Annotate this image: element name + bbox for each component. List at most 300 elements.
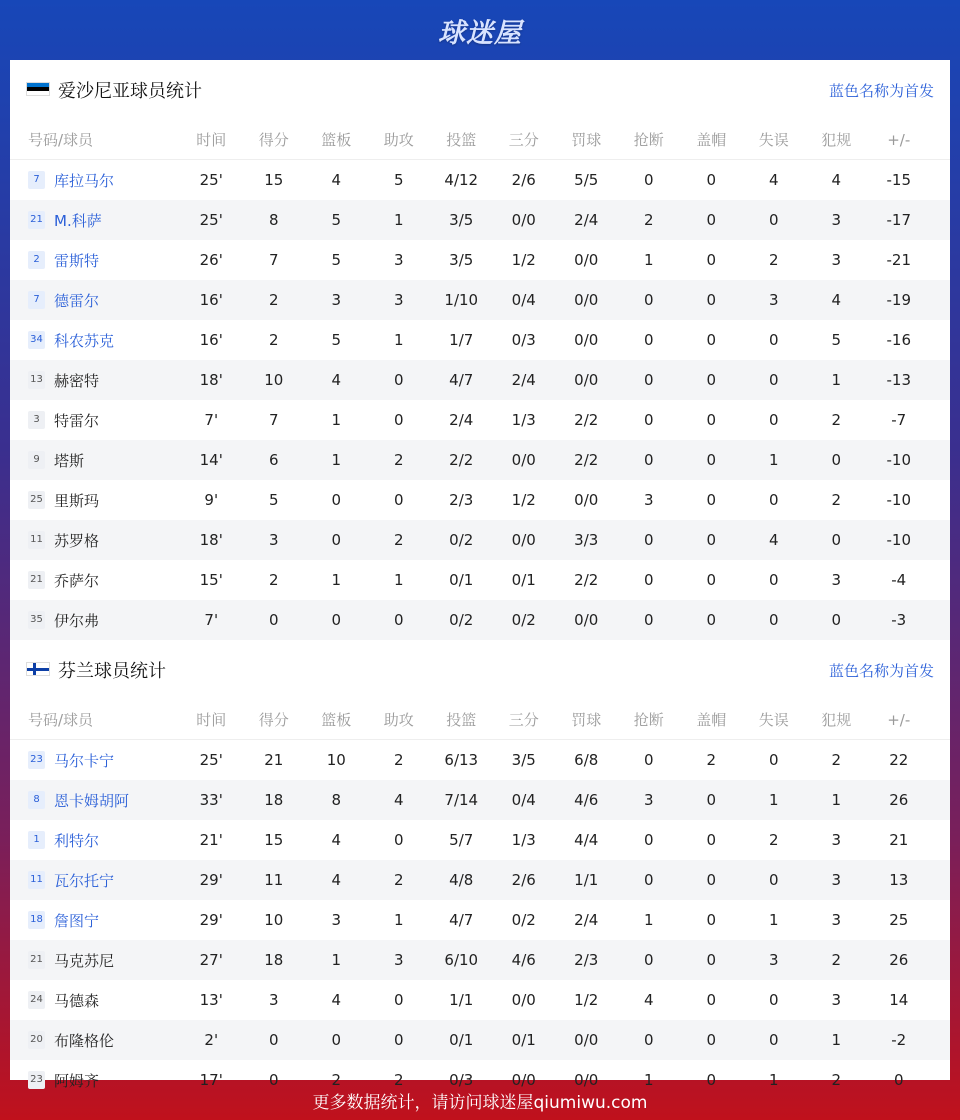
stat-cell: 1 [393,911,404,929]
stat-cell: 0 [768,871,779,889]
stat-cell: 0 [643,1031,654,1049]
player-row[interactable] [10,200,950,240]
stat-cell: 0/2 [449,611,474,629]
stat-cell: 2 [768,251,779,269]
stat-cell: 3 [831,831,842,849]
jersey-number-badge: 21 [28,951,45,969]
stat-cell: -10 [886,531,911,549]
stat-cell: 4 [393,791,404,809]
player-cell [10,250,180,271]
column-header: 盖帽 [696,711,727,729]
player-name[interactable]: 詹图宁 [54,911,100,930]
stat-cell: 0 [706,491,717,509]
stat-cell: 10 [264,371,284,389]
jersey-number-badge: 3 [28,411,45,429]
jersey-number-badge: 35 [28,611,45,629]
stat-cell: 2/2 [574,451,599,469]
stat-cell: 0 [706,531,717,549]
stat-cell: 2 [331,1071,342,1089]
stat-cell: 4 [831,171,842,189]
stat-cell: 33' [199,791,223,809]
jersey-number-badge: 9 [28,451,45,469]
stat-cell: 26' [199,251,223,269]
stat-cell: 0 [331,1031,342,1049]
stat-cell: 0 [706,171,717,189]
stat-cell: 0 [706,791,717,809]
player-cell [10,210,180,231]
team-section-0 [10,60,950,640]
stat-cell: 0 [393,1031,404,1049]
stat-cell: 0/0 [574,1031,599,1049]
player-name[interactable]: 库拉马尔 [54,171,115,190]
stat-cell: 0 [643,951,654,969]
player-name[interactable]: 利特尔 [54,831,100,850]
stat-cell: 1 [331,951,342,969]
player-name[interactable]: 塔斯 [54,451,85,470]
stat-cell: 1 [768,911,779,929]
stat-cell: 1 [393,571,404,589]
player-row[interactable] [10,600,950,640]
player-row[interactable] [10,320,950,360]
stat-cell: 1 [393,211,404,229]
stat-cell: 5/5 [574,171,599,189]
site-logo[interactable]: 球迷屋 [438,17,522,49]
stat-cell: 26 [889,791,909,809]
stat-cell: 0 [831,451,842,469]
stat-cell: -7 [891,411,907,429]
player-row[interactable] [10,860,950,900]
stat-cell: 18' [199,371,223,389]
stat-cell: 2 [268,571,279,589]
stat-cell: 1/2 [511,251,536,269]
stat-cell: 0 [706,251,717,269]
stat-cell: 0 [706,571,717,589]
stat-cell: 0 [393,831,404,849]
stat-cell: 0 [393,411,404,429]
stat-cell: 3 [768,291,779,309]
stat-cell: 0/0 [574,371,599,389]
player-cell [10,950,180,971]
stat-cell: 1 [643,911,654,929]
stat-cell: 0 [768,571,779,589]
stat-cell: 21 [264,751,284,769]
stat-cell: 0 [706,211,717,229]
stat-cell: 13' [199,991,223,1009]
jersey-number-badge: 7 [28,291,45,309]
footer-banner [0,1080,960,1120]
stat-cell: 0 [768,1031,779,1049]
player-name[interactable]: 特雷尔 [54,411,100,430]
player-name[interactable]: 科农苏克 [54,331,115,350]
player-row[interactable] [10,820,950,860]
column-header: 犯规 [821,131,852,149]
starter-legend: 蓝色名称为首发 [828,81,934,100]
stat-cell: 0/2 [449,531,474,549]
column-header: 犯规 [821,711,852,729]
stat-cell: 2 [831,491,842,509]
stat-cell: -13 [886,371,911,389]
team-section-1 [10,640,950,1100]
section-title-group [26,657,166,683]
jersey-number-badge: 21 [28,211,45,229]
player-cell [10,790,180,811]
stat-cell: 2/2 [449,451,474,469]
column-header: 篮板 [321,711,352,729]
column-header: 失误 [758,131,789,149]
stat-cell: 0 [643,331,654,349]
stat-cell: 6/8 [574,751,599,769]
player-cell [10,530,180,551]
stat-cell: 8 [268,211,279,229]
column-header: 篮板 [321,131,352,149]
stat-cell: 4/7 [449,911,474,929]
stat-cell: 16' [199,291,223,309]
stat-cell: 3 [393,291,404,309]
stat-cell: -17 [886,211,911,229]
stat-cell: 4/7 [449,371,474,389]
stat-cell: 2 [831,1071,842,1089]
stat-cell: 2 [268,331,279,349]
stat-cell: 0/2 [511,911,536,929]
stat-cell: 29' [199,911,223,929]
stat-cell: 15 [264,831,284,849]
stat-cell: 0 [331,611,342,629]
player-cell [10,910,180,931]
stat-cell: 1 [331,571,342,589]
stat-cell: 1/2 [574,991,599,1009]
stat-cell: 21' [199,831,223,849]
stat-cell: 18 [264,791,284,809]
stat-cell: 2/4 [574,211,599,229]
stat-cell: 2 [831,751,842,769]
stat-cell: 4 [331,831,342,849]
stat-cell: 4 [331,871,342,889]
stat-cell: 3 [831,911,842,929]
stat-cell: 1 [768,791,779,809]
stat-cell: -16 [886,331,911,349]
stat-cell: 0/1 [511,571,536,589]
stat-cell: 0 [268,1071,279,1089]
stat-cell: 27' [199,951,223,969]
stat-cell: 29' [199,871,223,889]
stat-cell: 4/6 [574,791,599,809]
stat-cell: 0 [268,611,279,629]
stat-cell: 4 [831,291,842,309]
stat-cell: 5 [393,171,404,189]
stat-cell: 2 [706,751,717,769]
player-name[interactable]: 乔萨尔 [54,571,100,590]
stat-cell: 3/5 [449,251,474,269]
player-row[interactable] [10,480,950,520]
column-header: +/- [887,710,911,729]
stat-cell: 0 [643,571,654,589]
player-row[interactable] [10,1020,950,1060]
section-title: 芬兰球员统计 [58,661,166,682]
player-name[interactable]: 阿姆齐 [54,1071,100,1090]
jersey-number-badge: 11 [28,531,45,549]
stat-cell: 2/3 [449,491,474,509]
stat-cell: 1/7 [449,331,474,349]
stat-cell: 18' [199,531,223,549]
stat-cell: 6/13 [444,751,479,769]
stat-cell: 1/3 [511,411,536,429]
stat-cell: 2 [393,751,404,769]
player-row[interactable] [10,900,950,940]
stat-cell: 9' [204,491,219,509]
player-cell [10,490,180,511]
stat-cell: 1 [768,451,779,469]
stat-cell: 3 [831,211,842,229]
column-header: 盖帽 [696,131,727,149]
stat-cell: 1/1 [449,991,474,1009]
stat-cell: 5/7 [449,831,474,849]
player-cell [10,610,180,631]
player-row[interactable] [10,280,950,320]
stat-cell: 0 [706,1031,717,1049]
jersey-number-badge: 1 [28,831,45,849]
stat-cell: 0/0 [511,1071,536,1089]
player-name[interactable]: 里斯玛 [54,491,100,510]
stat-cell: 6/10 [444,951,479,969]
player-cell [10,570,180,591]
stat-cell: 0/4 [511,791,536,809]
player-name[interactable]: 伊尔弗 [54,611,100,630]
stat-cell: 0 [706,291,717,309]
player-name[interactable]: 瓦尔托宁 [54,871,115,890]
stat-cell: 5 [331,211,342,229]
stat-cell: 0 [768,611,779,629]
stat-cell: 0/2 [511,611,536,629]
stat-cell: 0/0 [511,991,536,1009]
column-header: +/- [887,130,911,149]
stat-cell: 0/1 [511,1031,536,1049]
stat-cell: 0 [706,871,717,889]
stat-cell: -19 [886,291,911,309]
player-cell [10,870,180,891]
column-header: 时间 [196,711,227,729]
player-cell [10,290,180,311]
column-header: 助攻 [383,711,414,729]
stat-cell: 3 [643,791,654,809]
stat-cell: 0 [706,611,717,629]
stat-cell: 0 [393,991,404,1009]
section-title: 爱沙尼亚球员统计 [58,81,202,102]
player-name[interactable]: 马德森 [54,991,100,1010]
stat-cell: 0 [768,211,779,229]
stats-card [10,60,950,1090]
player-name[interactable]: 赫密特 [54,371,100,390]
stat-cell: 2 [393,531,404,549]
stat-cell: -21 [886,251,911,269]
stat-cell: -2 [891,1031,907,1049]
stat-cell: 7' [204,411,219,429]
jersey-number-badge: 18 [28,911,45,929]
stat-cell: 21 [889,831,909,849]
stat-cell: 0 [643,171,654,189]
player-row[interactable] [10,160,950,200]
player-name[interactable]: 恩卡姆胡阿 [54,791,130,810]
stat-cell: 0 [768,991,779,1009]
player-row[interactable] [10,520,950,560]
stat-cell: 15' [199,571,223,589]
stat-cell: 1 [331,451,342,469]
stat-cell: 4 [331,171,342,189]
column-header-row [10,700,950,740]
stat-cell: 2 [393,451,404,469]
player-cell [10,1030,180,1051]
stat-cell: 16' [199,331,223,349]
jersey-number-badge: 11 [28,871,45,889]
player-row[interactable] [10,400,950,440]
stat-cell: 1 [643,1071,654,1089]
player-cell [10,370,180,391]
player-name[interactable]: 德雷尔 [54,291,100,310]
jersey-number-badge: 7 [28,171,45,189]
stat-cell: 0 [768,331,779,349]
stat-cell: 0 [768,371,779,389]
top-banner [0,0,960,60]
stat-cell: 3 [393,251,404,269]
player-name[interactable]: 雷斯特 [54,251,100,270]
player-name[interactable]: 苏罗格 [54,531,100,550]
stat-cell: 3/5 [449,211,474,229]
stat-cell: 0 [643,451,654,469]
stat-cell: 3 [331,911,342,929]
column-header: 得分 [258,711,289,729]
player-name[interactable]: 马尔卡宁 [54,751,115,770]
stat-cell: 0 [831,611,842,629]
stat-cell: 0 [893,1071,904,1089]
jersey-number-badge: 34 [28,331,45,349]
player-row[interactable] [10,560,950,600]
player-name[interactable]: 马克苏尼 [54,951,115,970]
starter-legend: 蓝色名称为首发 [828,661,934,680]
column-header: 号码/球员 [28,131,94,149]
stat-cell: 1/10 [444,291,479,309]
stat-cell: 0 [393,371,404,389]
stat-cell: 4 [643,991,654,1009]
stat-cell: 0 [643,371,654,389]
column-header: 三分 [508,131,539,149]
stat-cell: 3 [643,491,654,509]
stat-cell: 4/4 [574,831,599,849]
stat-cell: 3 [831,991,842,1009]
stat-cell: 0/4 [511,291,536,309]
stat-cell: 3 [768,951,779,969]
stat-cell: 0 [706,411,717,429]
stat-cell: -10 [886,451,911,469]
column-header: 失误 [758,711,789,729]
footer-text[interactable]: 更多数据统计，请访问球迷屋qiumiwu.com [312,1092,648,1113]
stat-cell: 1 [393,331,404,349]
stat-cell: 0/1 [449,571,474,589]
stat-cell: 0 [706,371,717,389]
player-row[interactable] [10,980,950,1020]
stat-cell: 0/1 [449,1031,474,1049]
stat-cell: 2/2 [574,571,599,589]
stat-cell: 4/6 [511,951,536,969]
stat-cell: 3 [831,251,842,269]
jersey-number-badge: 25 [28,491,45,509]
stat-cell: 4/8 [449,871,474,889]
stat-cell: 15 [264,171,284,189]
stat-cell: 0 [643,611,654,629]
player-row[interactable] [10,360,950,400]
player-cell [10,330,180,351]
stat-cell: 1 [768,1071,779,1089]
stat-cell: 0 [706,911,717,929]
player-cell [10,830,180,851]
jersey-number-badge: 20 [28,1031,45,1049]
stat-cell: 10 [326,751,346,769]
stat-cell: 22 [889,751,909,769]
stat-cell: 2 [393,1071,404,1089]
player-row[interactable] [10,740,950,780]
stat-cell: 4 [331,991,342,1009]
player-row[interactable] [10,780,950,820]
stat-cell: 25 [889,911,909,929]
stat-cell: 13 [889,871,909,889]
stat-cell: 2 [768,831,779,849]
stat-cell: 4 [331,371,342,389]
player-row[interactable] [10,240,950,280]
stat-cell: 0 [706,991,717,1009]
stat-cell: 0 [331,531,342,549]
stat-cell: 3/5 [511,751,536,769]
stat-cell: 3 [331,291,342,309]
player-row[interactable] [10,940,950,980]
stat-cell: 0/0 [574,251,599,269]
section-header [10,640,950,700]
stat-cell: 0/0 [511,211,536,229]
stat-cell: 0 [706,951,717,969]
player-row[interactable] [10,440,950,480]
stat-cell: 2 [393,871,404,889]
stat-cell: 1 [331,411,342,429]
stat-cell: 4 [768,531,779,549]
stat-cell: 1/1 [574,871,599,889]
stat-cell: 1 [831,371,842,389]
stat-cell: 0 [768,751,779,769]
stat-cell: 25' [199,751,223,769]
player-cell [10,170,180,191]
stat-cell: 3 [268,991,279,1009]
stat-cell: 3 [831,871,842,889]
stat-cell: 0 [706,1071,717,1089]
stat-cell: 5 [331,331,342,349]
stat-cell: 7' [204,611,219,629]
stat-cell: 7 [268,251,279,269]
column-header: 抢断 [633,131,664,149]
stat-cell: -10 [886,491,911,509]
stat-cell: 1 [643,251,654,269]
column-header: 号码/球员 [28,711,94,729]
jersey-number-badge: 23 [28,1071,45,1089]
stat-cell: 17' [199,1071,223,1089]
stat-cell: 0/0 [574,491,599,509]
stat-cell: 2/3 [574,951,599,969]
player-name[interactable]: M.科萨 [54,211,102,230]
column-header: 投篮 [446,131,477,149]
stat-cell: 14' [199,451,223,469]
stat-cell: 7 [268,411,279,429]
player-name[interactable]: 布隆格伦 [54,1031,115,1050]
stat-cell: 0 [706,331,717,349]
column-header: 罚球 [571,711,602,729]
column-header: 助攻 [383,131,414,149]
jersey-number-badge: 21 [28,571,45,589]
stat-cell: 2 [831,411,842,429]
